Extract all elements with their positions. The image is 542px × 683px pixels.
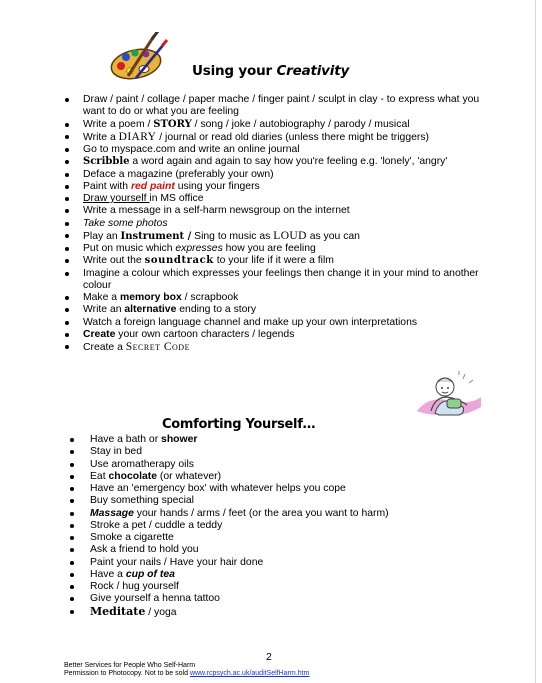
comforting-item: Smoke a cigarette	[90, 532, 470, 544]
comforting-item: Use aromatherapy oils	[90, 459, 470, 471]
comforting-item: Have a bath or shower	[90, 434, 470, 446]
page-number: 2	[266, 651, 272, 663]
comforting-item: Massage your hands / arms / feet (or the area you want to harm)	[90, 508, 470, 520]
creativity-item: Write an alternative ending to a story	[83, 304, 493, 316]
comforting-item: Ask a friend to hold you	[90, 544, 470, 556]
comforting-item: Rock / hug yourself	[90, 581, 470, 593]
creativity-item: Write out the soundtrack to your life if it were a film	[83, 255, 493, 267]
creativity-item: Imagine a colour which expresses your feelings then change it in your mind to another colour	[83, 268, 493, 293]
footer-link[interactable]: www.rcpsych.ac.uk/auditSelfHarm.htm	[189, 670, 310, 677]
creativity-item: Make a memory box / scrapbook	[83, 292, 493, 304]
creativity-item: Draw / paint / collage / paper mache / finger paint / sculpt in clay - to express what you want to do or what you are feeling	[83, 94, 493, 119]
comforting-item: Meditate / yoga	[90, 606, 470, 619]
creativity-item: Write a poem / STORY / song / joke / autobiography / parody / musical	[83, 119, 493, 131]
creativity-item: Create a Secret Code	[83, 341, 493, 354]
creativity-item: Draw yourself in MS office	[83, 193, 493, 205]
creativity-item: Watch a foreign language channel and make up your own interpretations	[83, 317, 493, 329]
creativity-list	[83, 94, 493, 354]
comforting-item: Eat chocolate (or whatever)	[90, 471, 470, 483]
creativity-item: Write a DIARY / journal or read old diaries (unless there might be triggers)	[83, 131, 493, 144]
section-title-comforting: Comforting Yourself…	[162, 417, 316, 432]
relaxing-person-icon	[413, 371, 483, 419]
creativity-item: Scribble a word again and again to say how you're feeling e.g. 'lonely', 'angry'	[83, 156, 493, 168]
creativity-item: Paint with red paint using your fingers	[83, 181, 493, 193]
comforting-item: Paint your nails / Have your hair done	[90, 557, 470, 569]
section-title-creativity: Using your Creativity	[192, 63, 350, 79]
creativity-item: Take some photos	[83, 218, 493, 230]
creativity-item: Deface a magazine (preferably your own)	[83, 169, 493, 181]
footer-line-1: Better Services for People Who Self-Harm	[64, 662, 196, 669]
footer-line-2	[64, 670, 309, 678]
creativity-item: Go to myspace.com and write an online journal	[83, 144, 493, 156]
creativity-item: Play an Instrument / Sing to music as LOUD as you can	[83, 230, 493, 243]
comforting-item: Have a cup of tea	[90, 569, 470, 581]
comforting-list	[90, 434, 470, 619]
creativity-item: Create your own cartoon characters / legends	[83, 329, 493, 341]
comforting-item: Stay in bed	[90, 446, 470, 458]
creativity-item: Put on music which expresses how you are feeling	[83, 243, 493, 255]
comforting-item: Give yourself a henna tattoo	[90, 593, 470, 605]
comforting-item: Buy something special	[90, 495, 470, 507]
paint-palette-icon	[106, 32, 168, 84]
comforting-item: Stroke a pet / cuddle a teddy	[90, 520, 470, 532]
comforting-item: Have an 'emergency box' with whatever helps you cope	[90, 483, 470, 495]
creativity-item: Write a message in a self-harm newsgroup on the internet	[83, 205, 493, 217]
footer-permission-text: Permission to Photocopy. Not to be sold	[64, 670, 190, 677]
